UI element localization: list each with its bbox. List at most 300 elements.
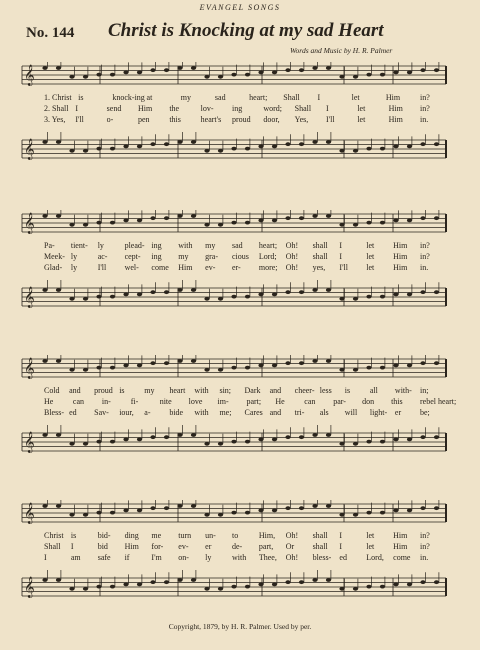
note-head	[137, 293, 142, 297]
note-head	[393, 509, 398, 513]
bass-staff	[22, 425, 446, 453]
lyric-syllable: Him	[393, 531, 408, 540]
note-head	[312, 140, 317, 144]
note-head	[339, 513, 344, 517]
lyric-syllable: shall	[312, 252, 328, 261]
lyric-syllable: proud	[232, 115, 251, 124]
note-head	[110, 147, 115, 151]
lyric-syllable: Shall	[44, 542, 61, 551]
clef-icon: 𝄞	[24, 358, 35, 379]
note-head	[150, 290, 155, 294]
note-head	[339, 297, 344, 301]
lyric-syllable: I	[339, 542, 343, 551]
note-head	[83, 587, 88, 591]
lyric-syllable: wel-	[124, 263, 139, 272]
note-head	[366, 511, 371, 515]
lyric-syllable: in?	[420, 542, 430, 551]
note-head	[96, 73, 101, 77]
note-head	[245, 511, 250, 515]
note-head	[218, 368, 223, 372]
lyric-syllable: ing	[151, 241, 162, 250]
lyrics-line	[0, 396, 480, 407]
lyric-syllable: Dark	[244, 386, 261, 395]
note-head	[420, 435, 425, 439]
note-head	[164, 435, 169, 439]
note-head	[69, 223, 74, 227]
composer-credit: Words and Music by H. R. Palmer	[290, 46, 393, 55]
note-head	[393, 219, 398, 223]
lyric-syllable: Oh!	[285, 241, 299, 250]
lyric-syllable: let	[357, 115, 366, 124]
note-head	[42, 359, 47, 363]
lyric-syllable: heart	[169, 386, 186, 395]
lyric-syllable: let	[366, 263, 375, 272]
note-head	[191, 578, 196, 582]
note-head	[299, 290, 304, 294]
note-head	[191, 140, 196, 144]
note-head	[110, 73, 115, 77]
note-head	[434, 216, 439, 220]
lyric-syllable: par-	[333, 397, 346, 406]
lyric-syllable: Oh!	[285, 553, 299, 562]
note-head	[312, 504, 317, 508]
note-head	[96, 440, 101, 444]
note-head	[218, 513, 223, 517]
note-head	[380, 366, 385, 370]
treble-staff	[22, 355, 446, 379]
lyrics-line	[0, 541, 480, 552]
note-head	[366, 147, 371, 151]
lyric-syllable: Pa-	[44, 241, 55, 250]
note-head	[83, 297, 88, 301]
note-head	[299, 580, 304, 584]
lyric-syllable: come	[151, 263, 169, 272]
treble-staff	[22, 210, 446, 234]
lyric-syllable: Him,	[258, 531, 276, 540]
note-head	[393, 293, 398, 297]
note-head	[312, 578, 317, 582]
note-head	[56, 140, 61, 144]
note-head	[339, 587, 344, 591]
lyric-syllable: fi-	[130, 397, 139, 406]
note-head	[299, 68, 304, 72]
lyric-syllable: in?	[420, 104, 430, 113]
lyric-syllable: sad	[214, 93, 226, 102]
note-head	[420, 142, 425, 146]
note-head	[245, 147, 250, 151]
lyric-syllable: ed	[339, 553, 347, 562]
lyric-syllable: er-	[232, 263, 241, 272]
note-head	[285, 68, 290, 72]
lyric-syllable: me	[151, 531, 162, 540]
note-head	[285, 506, 290, 510]
lyric-syllable: this	[391, 397, 403, 406]
lyric-syllable: Him	[393, 252, 408, 261]
lyric-syllable: Meek-	[44, 252, 65, 261]
lyric-syllable: bless-	[312, 553, 332, 562]
note-head	[177, 578, 182, 582]
note-head	[218, 149, 223, 153]
lyrics-line	[0, 240, 480, 251]
lyric-syllable: is	[70, 531, 77, 540]
note-head	[56, 433, 61, 437]
lyric-syllable: ing	[151, 252, 162, 261]
lyric-syllable: Him	[393, 263, 408, 272]
note-head	[407, 219, 412, 223]
bass-staff	[22, 280, 446, 308]
lyric-syllable: and	[69, 386, 81, 395]
note-head	[272, 219, 277, 223]
lyric-syllable: my	[178, 252, 189, 261]
note-head	[353, 297, 358, 301]
note-head	[218, 442, 223, 446]
lyrics-line	[0, 251, 480, 262]
lyric-syllable: 2. Shall	[44, 104, 69, 113]
note-head	[204, 587, 209, 591]
lyric-syllable: let	[366, 531, 375, 540]
lyric-syllable: I	[44, 553, 47, 562]
music-system	[0, 355, 480, 475]
note-head	[191, 214, 196, 218]
note-head	[231, 585, 236, 589]
lyric-syllable: can	[304, 397, 316, 406]
lyric-syllable: ly	[205, 553, 212, 562]
note-head	[177, 214, 182, 218]
note-head	[164, 142, 169, 146]
note-head	[150, 216, 155, 220]
note-head	[407, 71, 412, 75]
bass-staff	[22, 132, 446, 160]
note-head	[56, 578, 61, 582]
lyric-syllable: in?	[420, 531, 430, 540]
lyric-syllable: Sav-	[94, 408, 109, 417]
note-head	[434, 506, 439, 510]
note-head	[123, 364, 128, 368]
lyric-syllable: I	[339, 531, 343, 540]
bass-staff	[22, 570, 446, 598]
note-head	[56, 66, 61, 70]
note-head	[353, 513, 358, 517]
note-head	[380, 585, 385, 589]
lyric-syllable: ly	[70, 263, 78, 272]
lyric-syllable: Shall	[294, 104, 312, 113]
lyric-syllable: if	[124, 553, 130, 562]
note-head	[69, 75, 74, 79]
note-head	[150, 435, 155, 439]
lyric-syllable: and	[269, 386, 282, 395]
lyric-syllable: let	[357, 104, 366, 113]
lyric-syllable: part,	[258, 542, 274, 551]
lyric-syllable: I	[70, 542, 74, 551]
note-head	[191, 433, 196, 437]
lyric-syllable: un-	[205, 531, 216, 540]
note-head	[177, 288, 182, 292]
note-head	[137, 219, 142, 223]
note-head	[231, 73, 236, 77]
lyric-syllable: can	[72, 397, 85, 406]
note-head	[299, 216, 304, 220]
note-head	[434, 142, 439, 146]
lyrics-line	[0, 92, 480, 103]
lyric-syllable: Or	[285, 542, 295, 551]
lyrics-line	[0, 262, 480, 273]
lyric-syllable: Oh!	[285, 263, 299, 272]
lyric-syllable: with	[178, 241, 193, 250]
note-head	[231, 295, 236, 299]
clef-icon: 𝄞	[24, 139, 35, 160]
note-head	[137, 509, 142, 513]
note-head	[258, 509, 263, 513]
lyric-syllable: Oh!	[285, 252, 299, 261]
note-head	[245, 585, 250, 589]
lyric-syllable: part;	[246, 397, 262, 406]
note-head	[312, 214, 317, 218]
lyric-syllable: shall	[312, 542, 328, 551]
note-head	[326, 140, 331, 144]
lyric-syllable: bid	[97, 542, 108, 551]
lyric-syllable: Thee,	[258, 553, 277, 562]
note-head	[366, 73, 371, 77]
note-head	[164, 68, 169, 72]
lyric-syllable: Cold	[44, 386, 60, 395]
note-head	[83, 368, 88, 372]
lyric-syllable: less	[319, 386, 332, 395]
note-head	[326, 66, 331, 70]
lyric-syllable: tri-	[294, 408, 305, 417]
note-head	[420, 290, 425, 294]
lyric-syllable: Christ	[44, 531, 64, 540]
note-head	[272, 71, 277, 75]
hymn-number: No. 144	[26, 25, 75, 41]
note-head	[258, 145, 263, 149]
lyric-syllable: er	[205, 542, 212, 551]
note-head	[177, 359, 182, 363]
note-head	[150, 68, 155, 72]
lyrics-line	[0, 385, 480, 396]
lyric-syllable: light-	[369, 408, 388, 417]
lyric-syllable: als	[319, 408, 329, 417]
lyric-syllable: this	[169, 115, 181, 124]
lyric-syllable: bid-	[97, 531, 111, 540]
note-head	[285, 216, 290, 220]
note-head	[339, 75, 344, 79]
note-head	[123, 509, 128, 513]
lyric-syllable: I'll	[75, 115, 84, 124]
note-head	[150, 142, 155, 146]
lyric-syllable: in-	[101, 397, 111, 406]
lyric-syllable: shall	[312, 241, 328, 250]
note-head	[218, 297, 223, 301]
lyric-syllable: in.	[420, 263, 429, 272]
note-head	[366, 366, 371, 370]
lyric-syllable: in?	[420, 93, 430, 102]
note-head	[69, 587, 74, 591]
lyric-syllable: Lord;	[258, 252, 277, 261]
note-head	[326, 433, 331, 437]
copyright-notice: Copyright, 1879, by H. R. Palmer. Used by per.	[168, 622, 312, 631]
note-head	[191, 66, 196, 70]
lyric-syllable: ev-	[178, 542, 189, 551]
note-head	[164, 290, 169, 294]
note-head	[137, 71, 142, 75]
lyric-syllable: let	[366, 542, 375, 551]
note-head	[191, 359, 196, 363]
lyric-syllable: 1. Christ	[44, 93, 72, 102]
note-head	[312, 66, 317, 70]
note-head	[312, 433, 317, 437]
lyric-syllable: the	[169, 104, 180, 113]
note-head	[285, 142, 290, 146]
note-head	[42, 214, 47, 218]
note-head	[407, 438, 412, 442]
hymn-title: Christ is Knocking at my sad Heart	[108, 20, 384, 41]
lyric-syllable: let	[366, 241, 375, 250]
lyric-syllable: Glad-	[44, 263, 63, 272]
note-head	[150, 580, 155, 584]
note-head	[69, 442, 74, 446]
note-head	[110, 295, 115, 299]
note-head	[96, 511, 101, 515]
note-head	[299, 435, 304, 439]
lyric-syllable: Cares	[244, 408, 263, 417]
lyric-syllable: I	[339, 252, 343, 261]
lyric-syllable: and	[269, 408, 282, 417]
note-head	[231, 366, 236, 370]
lyric-syllable: I	[326, 104, 329, 113]
note-head	[69, 513, 74, 517]
lyric-syllable: iour,	[119, 408, 134, 417]
note-head	[272, 438, 277, 442]
lyric-syllable: with-	[394, 386, 412, 395]
lyric-syllable: safe	[97, 553, 111, 562]
lyric-syllable: I'm	[151, 553, 162, 562]
lyric-syllable: Him	[393, 241, 408, 250]
lyric-syllable: Him	[385, 93, 401, 102]
note-head	[272, 145, 277, 149]
note-head	[393, 71, 398, 75]
note-head	[245, 440, 250, 444]
note-head	[191, 504, 196, 508]
lyric-syllable: I'll	[97, 263, 107, 272]
note-head	[69, 149, 74, 153]
lyric-syllable: gra-	[205, 252, 219, 261]
lyric-syllable: yes,	[312, 263, 326, 272]
note-head	[137, 438, 142, 442]
note-head	[177, 433, 182, 437]
note-head	[393, 438, 398, 442]
note-head	[110, 366, 115, 370]
note-head	[258, 71, 263, 75]
note-head	[285, 361, 290, 365]
note-head	[380, 221, 385, 225]
clef-icon: 𝄞	[24, 65, 35, 86]
lyric-syllable: Him	[124, 542, 139, 551]
note-head	[285, 290, 290, 294]
clef-icon: 𝄞	[24, 577, 35, 598]
note-head	[123, 438, 128, 442]
lyric-syllable: o-	[106, 115, 114, 124]
lyric-syllable: my	[205, 241, 216, 250]
note-head	[137, 583, 142, 587]
note-head	[299, 142, 304, 146]
clef-icon: 𝄞	[24, 287, 35, 308]
note-head	[299, 361, 304, 365]
note-head	[245, 221, 250, 225]
lyric-syllable: am	[70, 553, 81, 562]
note-head	[42, 578, 47, 582]
note-head	[353, 368, 358, 372]
lyric-syllable: Shall	[283, 93, 300, 102]
lyric-syllable: heart's	[200, 115, 222, 124]
note-head	[366, 585, 371, 589]
note-head	[366, 221, 371, 225]
note-head	[420, 68, 425, 72]
note-head	[380, 147, 385, 151]
note-head	[353, 442, 358, 446]
note-head	[339, 149, 344, 153]
note-head	[177, 140, 182, 144]
music-system	[0, 210, 480, 330]
note-head	[326, 578, 331, 582]
note-head	[380, 73, 385, 77]
note-head	[96, 366, 101, 370]
lyric-syllable: plead-	[124, 241, 145, 250]
lyrics-line	[0, 552, 480, 563]
note-head	[420, 506, 425, 510]
note-head	[218, 75, 223, 79]
lyric-syllable: will	[344, 408, 358, 417]
note-head	[380, 295, 385, 299]
note-head	[258, 438, 263, 442]
lyric-syllable: with	[232, 553, 247, 562]
running-head: EVANGEL SONGS	[199, 3, 281, 12]
lyric-syllable: ac-	[97, 252, 108, 261]
note-head	[380, 511, 385, 515]
note-head	[56, 214, 61, 218]
lyric-syllable: er	[394, 408, 402, 417]
note-head	[110, 511, 115, 515]
lyric-syllable: in?	[420, 252, 430, 261]
lyric-syllable: with	[194, 408, 209, 417]
lyric-syllable: I	[75, 104, 78, 113]
lyric-syllable: to	[232, 531, 239, 540]
lyric-syllable: my	[180, 93, 191, 102]
note-head	[191, 288, 196, 292]
note-head	[339, 442, 344, 446]
lyric-syllable: at	[146, 93, 153, 102]
lyrics-line	[0, 530, 480, 541]
note-head	[231, 221, 236, 225]
note-head	[177, 504, 182, 508]
lyric-syllable: is	[78, 93, 84, 102]
note-head	[123, 71, 128, 75]
note-head	[245, 366, 250, 370]
note-head	[83, 223, 88, 227]
note-head	[204, 513, 209, 517]
note-head	[326, 288, 331, 292]
note-head	[56, 504, 61, 508]
note-head	[231, 511, 236, 515]
music-system	[0, 62, 480, 182]
note-head	[42, 504, 47, 508]
lyric-syllable: ly	[70, 252, 78, 261]
lyric-syllable: sin;	[219, 386, 232, 395]
note-head	[150, 361, 155, 365]
note-head	[204, 368, 209, 372]
lyric-syllable: He	[44, 397, 54, 406]
note-head	[420, 580, 425, 584]
note-head	[123, 293, 128, 297]
